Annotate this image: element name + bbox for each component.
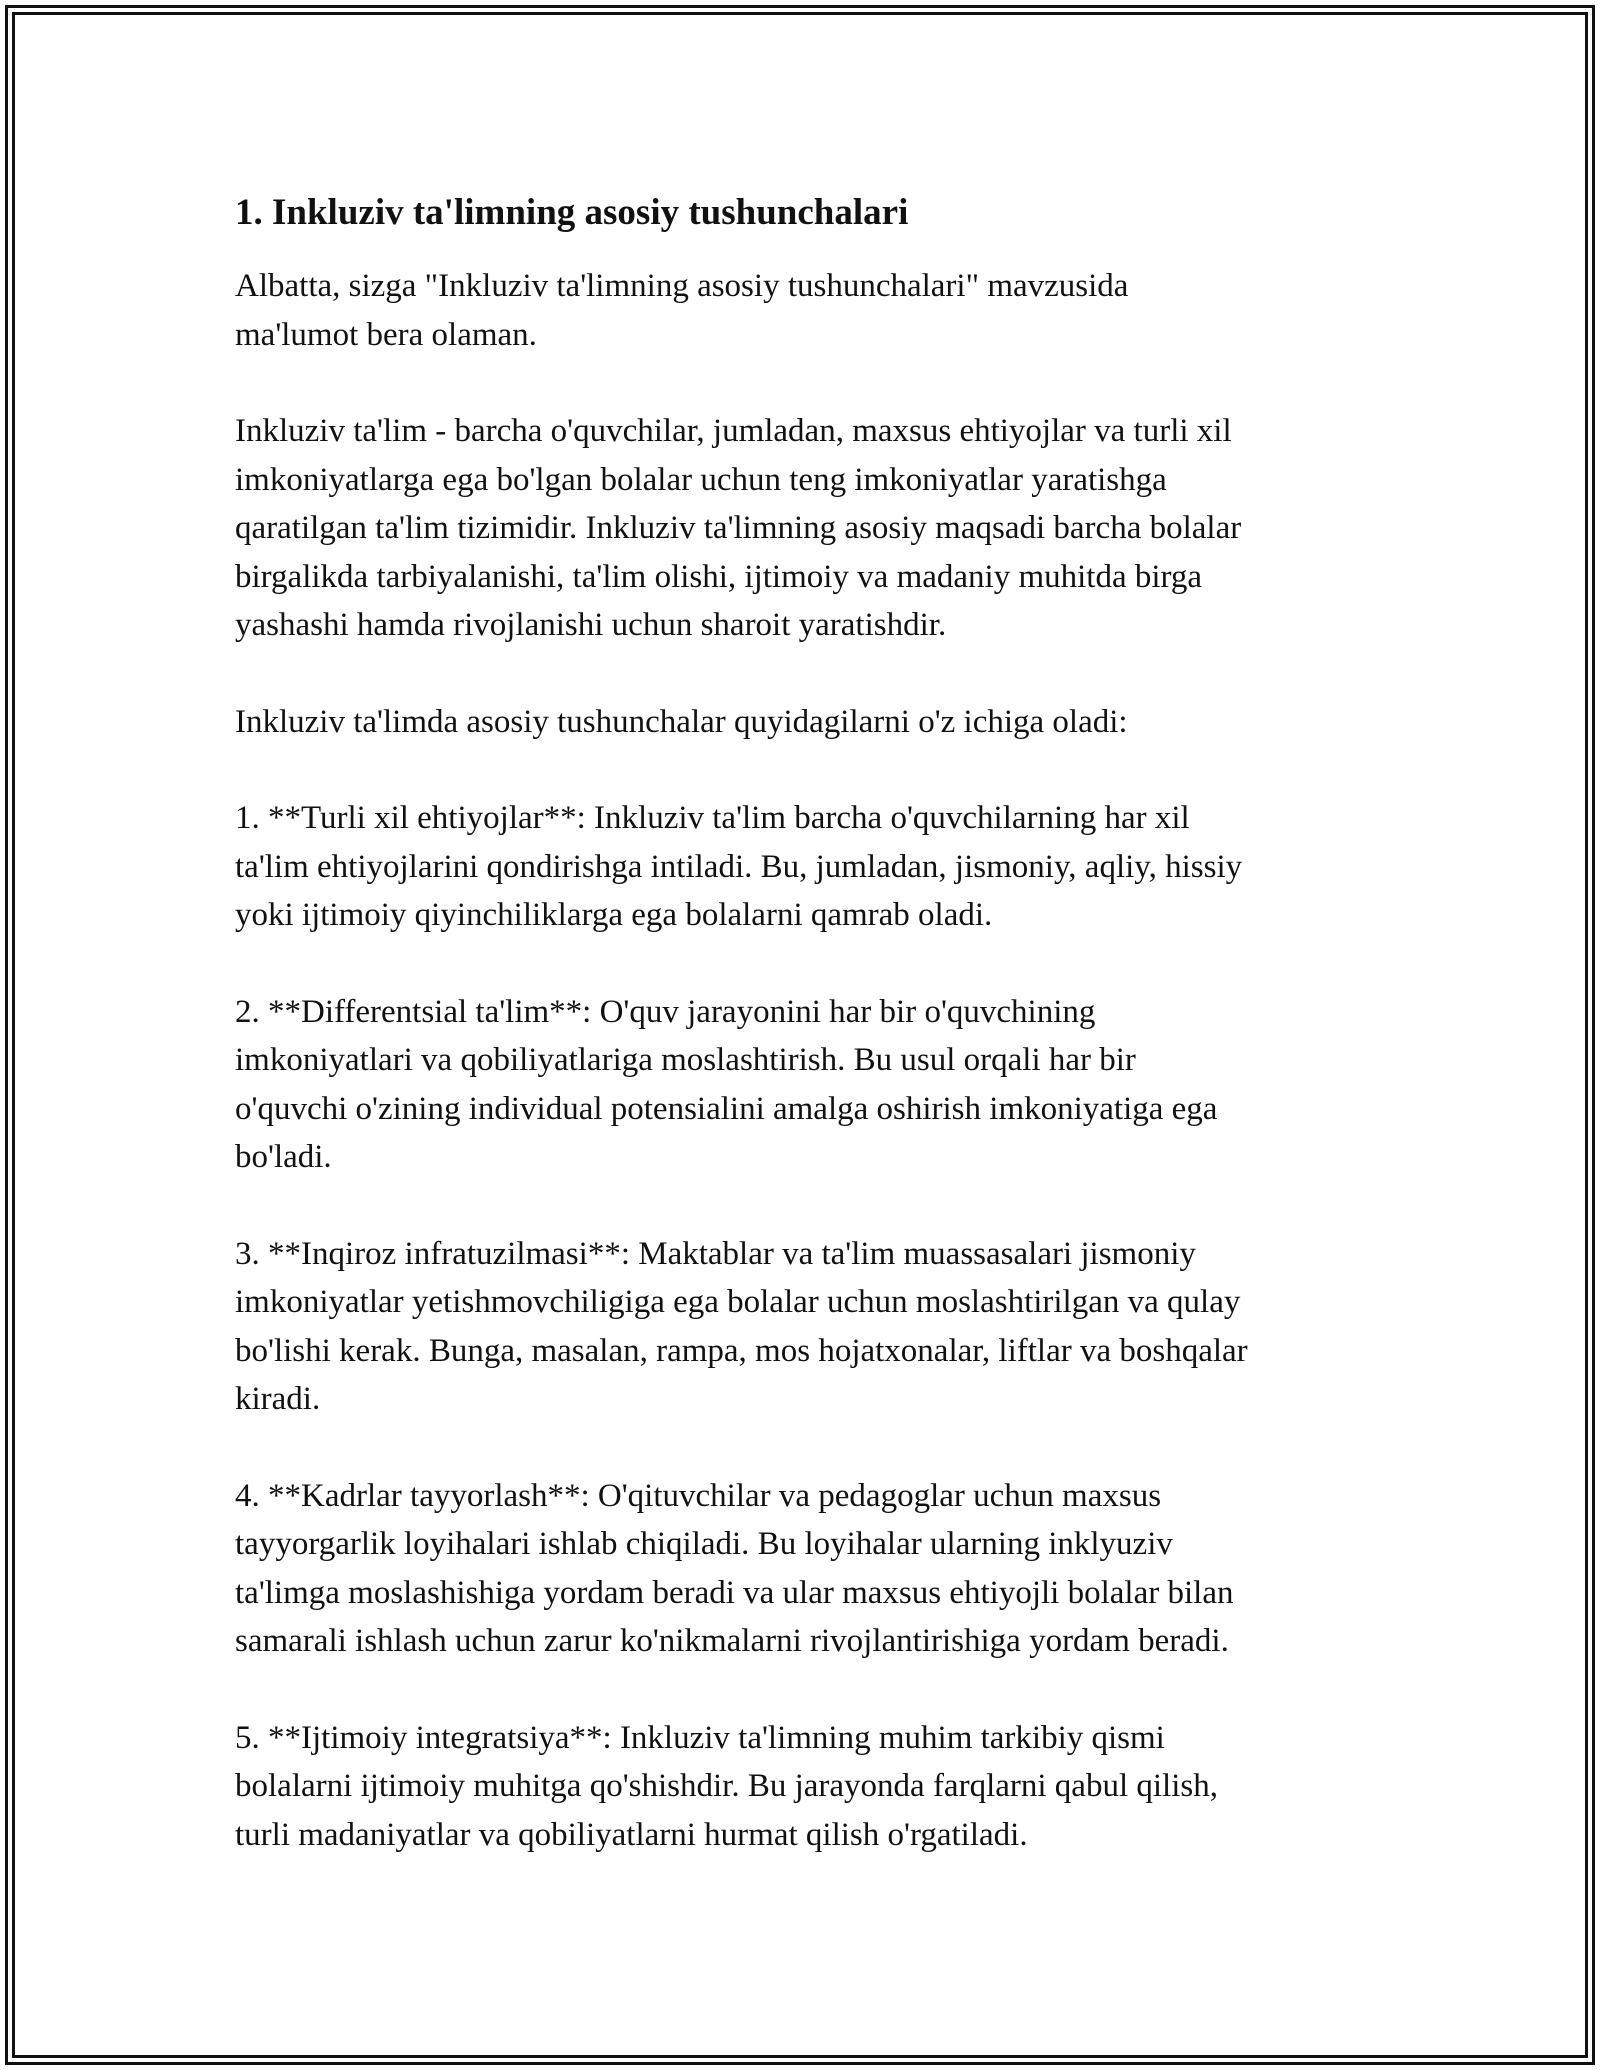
- list-item-diverse-needs: 1. **Turli xil ehtiyojlar**: Inkluziv ta'lim barcha o'quvchilarning har xil ta'lim ehtiyojlarini qondirishga intiladi. Bu, jumladan, jismoniy, aqliy, hissiy yoki ijtimoiy qiyinchiliklarga ega bolalarni qamrab oladi.: [235, 800, 1243, 933]
- document-body: [235, 186, 1375, 1907]
- list-item-staff-training: 4. **Kadrlar tayyorlash**: O'qituvchilar va pedagoglar uchun maxsus tayyorgarlik loyihalari ishlab chiqiladi. Bu loyihalar ularning inklyuziv ta'limga moslashishiga yordam beradi va ular maxsus ehtiyojli bolalar bilan samarali ishlash uchun zarur ko'nikmalarni rivojlantirishiga yordam beradi.: [235, 1477, 1234, 1659]
- list-item-differentiated-learning: 2. **Differentsial ta'lim**: O'quv jarayonini har bir o'quvchining imkoniyatlari va qobiliyatlariga moslashtirish. Bu usul orqali har bir o'quvchi o'zining individual potensialini amalga oshirish imkoniyatiga ega bo'ladi.: [235, 993, 1218, 1175]
- list-item-infrastructure: 3. **Inqiroz infratuzilmasi**: Maktablar va ta'lim muassasalari jismoniy imkoniyatlar yetishmovchiligiga ega bolalar uchun moslashtirilgan va qulay bo'lishi kerak. Bunga, masalan, rampa, mos hojatxonalar, liftlar va boshqalar kiradi.: [235, 1235, 1248, 1417]
- list-intro-paragraph: Inkluziv ta'limda asosiy tushunchalar quyidagilarni o'z ichiga oladi:: [235, 703, 1128, 740]
- list-item-social-integration: 5. **Ijtimoiy integratsiya**: Inkluziv ta'limning muhim tarkibiy qismi bolalarni ijtimoiy muhitga qo'shishdir. Bu jarayonda farqlarni qabul qilish, turli madaniyatlar va qobiliyatlarni hurmat qilish o'rgatiladi.: [235, 1719, 1218, 1853]
- definition-paragraph: Inkluziv ta'lim - barcha o'quvchilar, jumladan, maxsus ehtiyojlar va turli xil imkoniyatlarga ega bo'lgan bolalar uchun teng imkoniyatlar yaratishga qaratilgan ta'lim tizimidir. Inkluziv ta'limning asosiy maqsadi barcha bolalar birgalikda tarbiyalanishi, ta'lim olishi, ijtimoiy va madaniy muhitda birga yashashi hamda rivojlanishi uchun sharoit yaratishdir.: [235, 413, 1242, 643]
- document-title: 1. Inkluziv ta'limning asosiy tushunchalari: [235, 192, 909, 233]
- intro-paragraph: Albatta, sizga "Inkluziv ta'limning asosiy tushunchalari" mavzusida ma'lumot bera olaman.: [235, 268, 1129, 353]
